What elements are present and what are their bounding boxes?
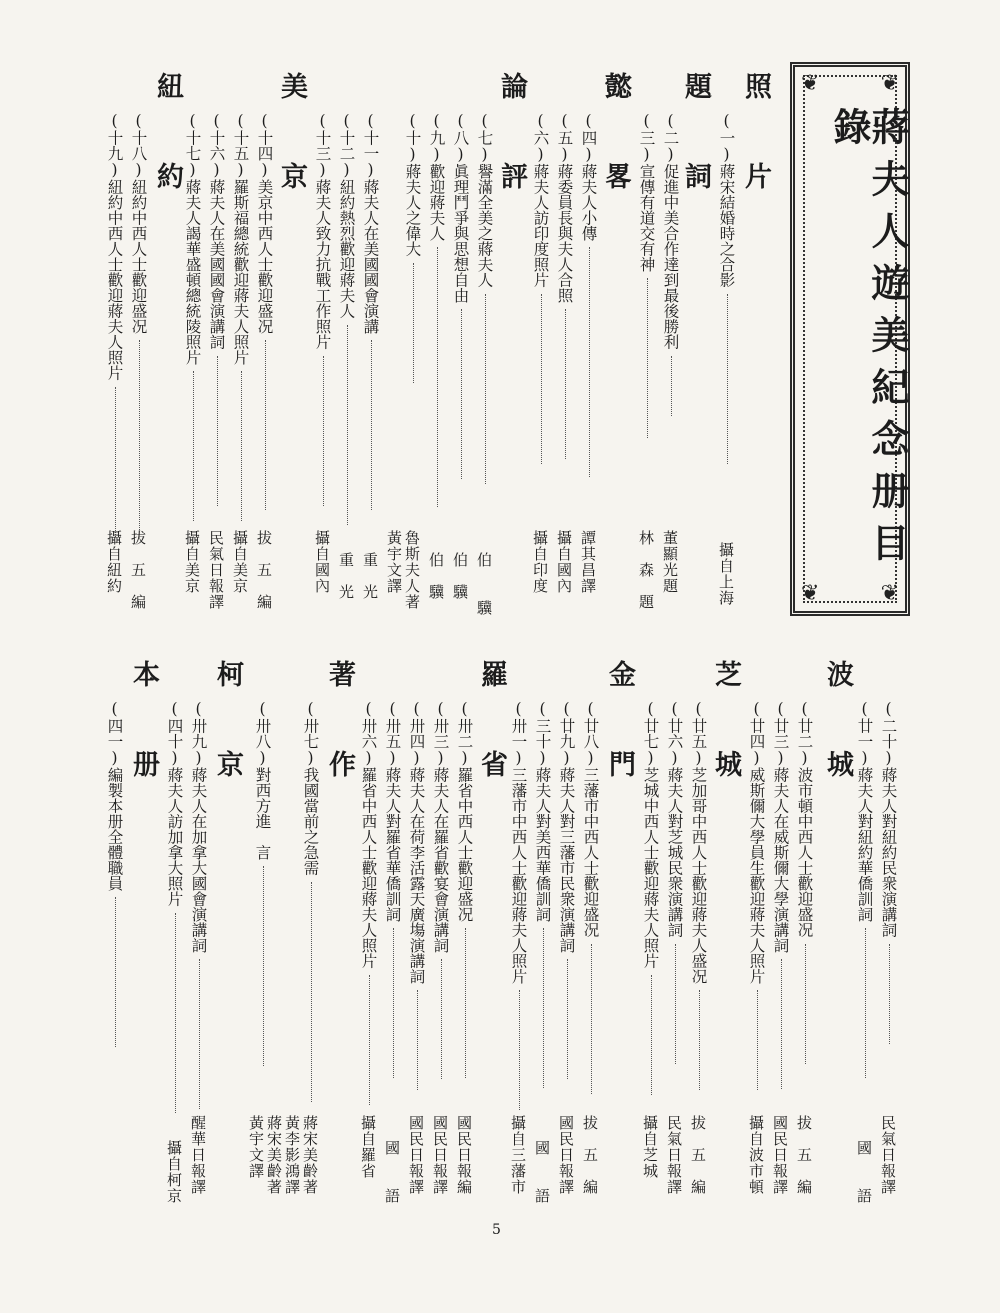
corner-ornament-icon: ❦ (880, 581, 899, 606)
toc-source: 董顯光題 (661, 530, 679, 594)
leader-dots (311, 882, 312, 1102)
toc-entry: (三十)蔣夫人對美西華僑訓詞 (533, 700, 552, 922)
toc-entry: (廿六)蔣夫人對芝城民衆演講詞 (665, 700, 684, 938)
toc-source: 國 語 (383, 1140, 401, 1204)
toc-source: 林 森 題 (637, 530, 655, 610)
leader-dots (441, 959, 442, 1079)
toc-entry: (四一)編製本册全體職員 (105, 700, 124, 891)
leader-dots (567, 959, 568, 1079)
toc-source: 國 語 (533, 1140, 551, 1204)
toc-source: 攝自三藩市 (509, 1115, 527, 1195)
toc-source: 民氣日報譯 (879, 1115, 897, 1195)
section-heading: 題 詞 (680, 72, 711, 207)
toc-entry: (廿七)芝城中西人士歡迎蔣夫人照片 (641, 700, 660, 969)
toc-entry: (十三)蔣夫人致力抗戰工作照片 (313, 112, 332, 350)
toc-source: 攝自芝城 (641, 1115, 659, 1179)
section-heading: 本 册 (128, 660, 159, 795)
toc-entry: (六)蔣夫人訪印度照片 (531, 112, 550, 288)
toc-source: 伯 驥 (427, 552, 445, 600)
section-heading: 紐 約 (152, 72, 183, 207)
toc-source: 拔 五 編 (689, 1115, 707, 1195)
corner-ornament-icon: ❦ (801, 581, 820, 606)
toc-entry: (卅八)對西方進 言 (253, 700, 272, 860)
leader-dots (699, 990, 700, 1090)
leader-dots (115, 897, 116, 1047)
toc-source: 民氣日報譯 (665, 1115, 683, 1195)
leader-dots (241, 371, 242, 521)
section-heading: 著 作 (324, 660, 355, 795)
leader-dots (369, 975, 370, 1105)
toc-source: 國民日報編 (455, 1115, 473, 1195)
toc-entry: (廿四)威斯儞大學員生歡迎蔣夫人照片 (747, 700, 766, 984)
toc-source: 拔 五 編 (581, 1115, 599, 1195)
leader-dots (727, 294, 728, 464)
leader-dots (323, 356, 324, 506)
toc-source: 攝自美京 (183, 530, 201, 594)
toc-entry: (十九)紐約中西人士歡迎蔣夫人照片 (105, 112, 124, 381)
toc-source: 民氣日報譯 (207, 530, 225, 610)
leader-dots (461, 309, 462, 479)
leader-dots (757, 990, 758, 1090)
toc-source: 攝自國內 (313, 530, 331, 594)
leader-dots (265, 340, 266, 510)
page-title: 蔣夫人遊美紀念册目錄 (827, 107, 910, 575)
toc-source: 蔣宋美齡著 (265, 1115, 283, 1195)
leader-dots (175, 913, 176, 1113)
toc-source: 重 光 (337, 552, 355, 600)
toc-entry: (廿二)波市頓中西人士歡迎盛况 (795, 700, 814, 938)
toc-source: 黃宇文譯 (385, 530, 403, 594)
toc-entry: (十七)蔣夫人謁華盛頓總統陵照片 (183, 112, 202, 365)
toc-source: 醒華日報譯 (189, 1115, 207, 1195)
toc-entry: (廿五)芝加哥中西人士歡迎蔣夫人盛况 (689, 700, 708, 984)
toc-source: 譚其昌譯 (579, 530, 597, 594)
leader-dots (589, 247, 590, 477)
leader-dots (347, 325, 348, 525)
section-heading: 懿 畧 (600, 72, 631, 207)
toc-entry: (八)眞理鬥爭與思想自由 (451, 112, 470, 303)
section-heading: 波 城 (822, 660, 853, 795)
leader-dots (217, 356, 218, 506)
leader-dots (413, 263, 414, 383)
toc-entry: (卅二)羅省中西人士歡迎盛况 (455, 700, 474, 922)
leader-dots (889, 944, 890, 1044)
toc-source: 黃宇文譯 (247, 1115, 265, 1179)
toc-entry: (三)宣傳有道交有神 (637, 112, 656, 272)
toc-entry: (卅一)三藩市中西人士歡迎蔣夫人照片 (509, 700, 528, 984)
leader-dots (675, 944, 676, 1064)
leader-dots (417, 990, 418, 1090)
toc-source: 國民日報譯 (557, 1115, 575, 1195)
toc-source: 國民日報譯 (771, 1115, 789, 1195)
toc-source: 國民日報譯 (407, 1115, 425, 1195)
leader-dots (865, 928, 866, 1078)
toc-source: 拔 五 編 (129, 530, 147, 610)
toc-entry: (一)蔣宋結婚時之合影 (717, 112, 736, 288)
toc-entry: (廿九)蔣夫人對三藩市民衆演講詞 (557, 700, 576, 953)
leader-dots (805, 944, 806, 1064)
toc-source: 國民日報譯 (431, 1115, 449, 1195)
toc-entry: (五)蔣委員長與夫人合照 (555, 112, 574, 303)
toc-entry: (二)促進中美合作達到最後勝利 (661, 112, 680, 350)
leader-dots (781, 959, 782, 1089)
toc-entry: (卅三)蔣夫人在羅省歡宴會演講詞 (431, 700, 450, 953)
toc-source: 攝自波市頓 (747, 1115, 765, 1195)
leader-dots (565, 309, 566, 459)
toc-entry: (卅四)蔣夫人在荷李活露天廣塲演講詞 (407, 700, 426, 984)
title-frame (790, 62, 910, 616)
leader-dots (139, 340, 140, 530)
leader-dots (671, 356, 672, 416)
section-heading: 照 片 (740, 72, 771, 207)
leader-dots (651, 975, 652, 1095)
toc-entry: (十四)美京中西人士歡迎盛况 (255, 112, 274, 334)
toc-source: 魯斯夫人著 (403, 530, 421, 610)
leader-dots (199, 959, 200, 1109)
toc-entry: (卅五)蔣夫人對羅省華僑訓詞 (383, 700, 402, 922)
toc-entry: (廿八)三藩市中西人士歡迎盛况 (581, 700, 600, 938)
toc-source: 蔣宋美齡著 (301, 1115, 319, 1195)
toc-entry: (十二)紐約熱烈歡迎蔣夫人 (337, 112, 356, 319)
toc-entry: (十六)蔣夫人在美國國會演講詞 (207, 112, 226, 350)
toc-source: 攝自上海 (717, 542, 735, 606)
leader-dots (193, 371, 194, 521)
leader-dots (591, 944, 592, 1094)
toc-entry: (十)蔣夫人之偉大 (403, 112, 422, 257)
section-heading: 羅 省 (476, 660, 507, 795)
section-heading: 金 門 (604, 660, 635, 795)
leader-dots (371, 340, 372, 510)
section-heading: 論 評 (496, 72, 527, 207)
toc-source: 拔 五 編 (255, 530, 273, 610)
leader-dots (115, 387, 116, 537)
leader-dots (485, 294, 486, 484)
corner-ornament-icon: ❦ (880, 71, 899, 96)
leader-dots (437, 247, 438, 507)
toc-source: 國 語 (855, 1140, 873, 1204)
toc-entry: (卅七)我國當前之急需 (301, 700, 320, 876)
leader-dots (393, 928, 394, 1078)
toc-entry: (四十)蔣夫人訪加拿大照片 (165, 700, 184, 907)
leader-dots (465, 928, 466, 1078)
toc-source: 黃李影鴻譯 (283, 1115, 301, 1195)
toc-source: 攝自羅省 (359, 1115, 377, 1179)
corner-ornament-icon: ❦ (801, 71, 820, 96)
page-number: 5 (492, 1222, 501, 1238)
toc-entry: (卅九)蔣夫人在加拿大國會演講詞 (189, 700, 208, 953)
toc-source: 伯 驥 (451, 552, 469, 600)
toc-source: 攝自美京 (231, 530, 249, 594)
leader-dots (543, 928, 544, 1088)
toc-entry: (十八)紐約中西人士歡迎盛况 (129, 112, 148, 334)
toc-entry: (二十)蔣夫人對紐約民衆演講詞 (879, 700, 898, 938)
leader-dots (519, 990, 520, 1110)
toc-source: 拔 五 編 (795, 1115, 813, 1195)
section-heading: 芝 城 (710, 660, 741, 795)
leader-dots (263, 866, 264, 1066)
toc-source: 攝自柯京 (165, 1140, 183, 1204)
section-heading: 美 京 (276, 72, 307, 207)
toc-entry: (九)歡迎蔣夫人 (427, 112, 446, 241)
toc-source: 攝自紐約 (105, 530, 123, 594)
toc-entry: (十五)羅斯福總統歡迎蔣夫人照片 (231, 112, 250, 365)
toc-entry: (卅六)羅省中西人士歡迎蔣夫人照片 (359, 700, 378, 969)
toc-entry: (廿一)蔣夫人對紐約華僑訓詞 (855, 700, 874, 922)
toc-entry: (四)蔣夫人小傳 (579, 112, 598, 241)
toc-entry: (十一)蔣夫人在美國國會演講 (361, 112, 380, 334)
toc-source: 伯 驥 (475, 552, 493, 616)
toc-source: 重 光 (361, 552, 379, 600)
leader-dots (647, 278, 648, 438)
leader-dots (541, 294, 542, 464)
toc-source: 攝自國內 (555, 530, 573, 594)
section-heading: 柯 京 (212, 660, 243, 795)
toc-entry: (七)譽滿全美之蔣夫人 (475, 112, 494, 288)
toc-source: 攝自印度 (531, 530, 549, 594)
toc-entry: (廿三)蔣夫人在威斯儞大學演講詞 (771, 700, 790, 953)
